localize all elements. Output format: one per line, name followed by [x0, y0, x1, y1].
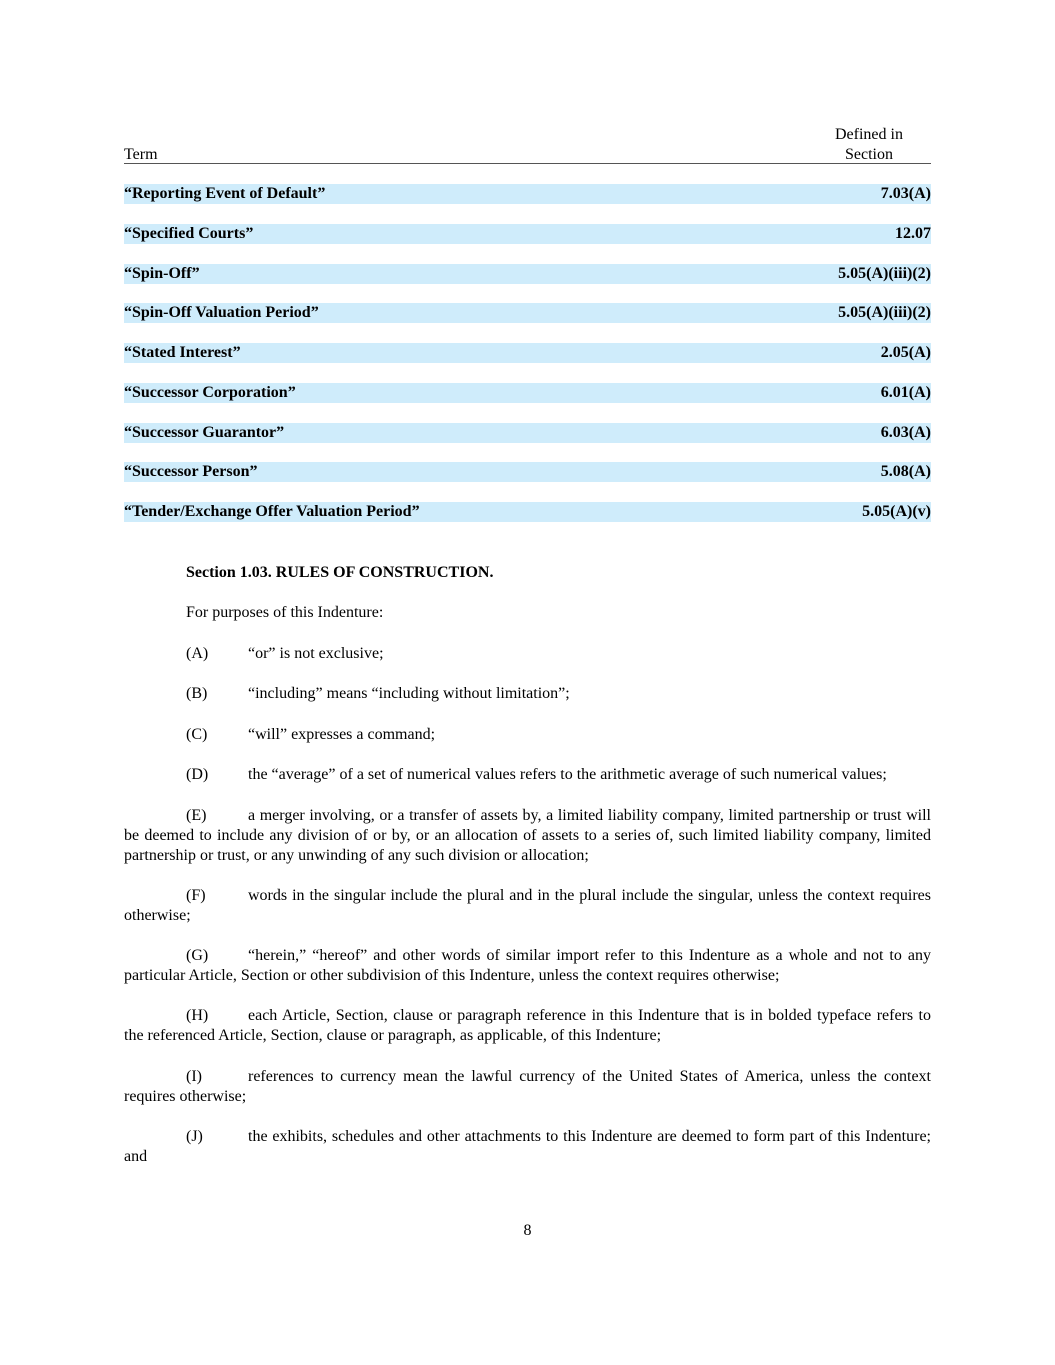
table-row [124, 462, 931, 482]
section-heading: Section 1.03. RULES OF CONSTRUCTION. [186, 564, 494, 581]
section-cell: 5.05(A)(v) [862, 503, 931, 520]
clause-label: (B) [186, 685, 208, 702]
table-header-section-line1: Defined in [835, 126, 903, 143]
section-cell: 5.08(A) [880, 463, 931, 480]
table-row [124, 224, 931, 244]
clause [124, 886, 931, 926]
section-cell: 6.01(A) [880, 384, 931, 401]
clause-label: (D) [186, 766, 209, 783]
table-row [124, 184, 931, 204]
clause-label: (J) [186, 1128, 203, 1145]
page-number: 8 [523, 1222, 532, 1239]
clause-text: the exhibits, schedules and other attachments to this Indenture are deemed to form part of this Indenture; and [124, 1128, 931, 1165]
table-header-section [818, 125, 920, 165]
table-header-rule [124, 163, 931, 164]
clause-label: (H) [186, 1007, 209, 1024]
term-cell: “Stated Interest” [124, 344, 241, 361]
term-cell: “Specified Courts” [124, 225, 254, 242]
clause-text: “or” is not exclusive; [248, 645, 384, 662]
clause-text: references to currency mean the lawful currency of the United States of America, unless the context requires otherwise; [124, 1068, 931, 1105]
table-row [124, 264, 931, 284]
clause-label: (A) [186, 645, 209, 662]
clause [124, 1067, 931, 1107]
term-cell: “Spin-Off Valuation Period” [124, 304, 319, 321]
clause-label: (I) [186, 1068, 202, 1085]
clause [124, 1006, 931, 1046]
term-cell: “Successor Guarantor” [124, 424, 285, 441]
table-header-section-line2: Section [845, 146, 893, 163]
term-cell: “Successor Corporation” [124, 384, 296, 401]
table-header-term: Term [124, 146, 158, 163]
term-cell: “Reporting Event of Default” [124, 185, 326, 202]
clause-label: (C) [186, 726, 208, 743]
table-row [124, 383, 931, 403]
term-cell: “Tender/Exchange Offer Valuation Period” [124, 503, 420, 520]
clause-text: a merger involving, or a transfer of assets by, a limited liability company, limited partnership or trust will be deemed to include any division of or by, or an allocation of assets to a series of, such limited liability company, limited partnership or trust, or any unwinding of any such division or allocation; [124, 807, 931, 864]
clause [124, 725, 931, 745]
table-row [124, 502, 931, 522]
clause-label: (G) [186, 947, 209, 964]
section-cell: 2.05(A) [880, 344, 931, 361]
clause [124, 644, 931, 664]
clause [124, 946, 931, 986]
clause [124, 806, 931, 866]
section-cell: 5.05(A)(iii)(2) [838, 304, 931, 321]
clause-text: “including” means “including without limitation”; [248, 685, 570, 702]
term-cell: “Spin-Off” [124, 265, 200, 282]
section-cell: 5.05(A)(iii)(2) [838, 265, 931, 282]
section-cell: 7.03(A) [880, 185, 931, 202]
section-intro: For purposes of this Indenture: [186, 604, 384, 621]
clause-text: the “average” of a set of numerical values refers to the arithmetic average of such numerical values; [248, 766, 887, 783]
clause-text: “will” expresses a command; [248, 726, 436, 743]
clause-text: each Article, Section, clause or paragraph reference in this Indenture that is in bolded typeface refers to the referenced Article, Section, clause or paragraph, as applicable, of this Indenture; [124, 1007, 931, 1044]
term-cell: “Successor Person” [124, 463, 258, 480]
section-cell: 12.07 [895, 225, 931, 242]
table-row [124, 423, 931, 443]
clause-text: words in the singular include the plural and in the plural include the singular, unless the context requires otherwise; [124, 887, 931, 924]
clause-text: “herein,” “hereof” and other words of similar import refer to this Indenture as a whole and not to any particular Article, Section or other subdivision of this Indenture, unless the context requires otherwise; [124, 947, 931, 984]
clause [124, 1127, 931, 1167]
clause [124, 684, 931, 704]
clause-label: (F) [186, 887, 206, 904]
table-row [124, 343, 931, 363]
table-row [124, 303, 931, 323]
clause [124, 765, 931, 785]
clause-label: (E) [186, 807, 207, 824]
section-cell: 6.03(A) [880, 424, 931, 441]
